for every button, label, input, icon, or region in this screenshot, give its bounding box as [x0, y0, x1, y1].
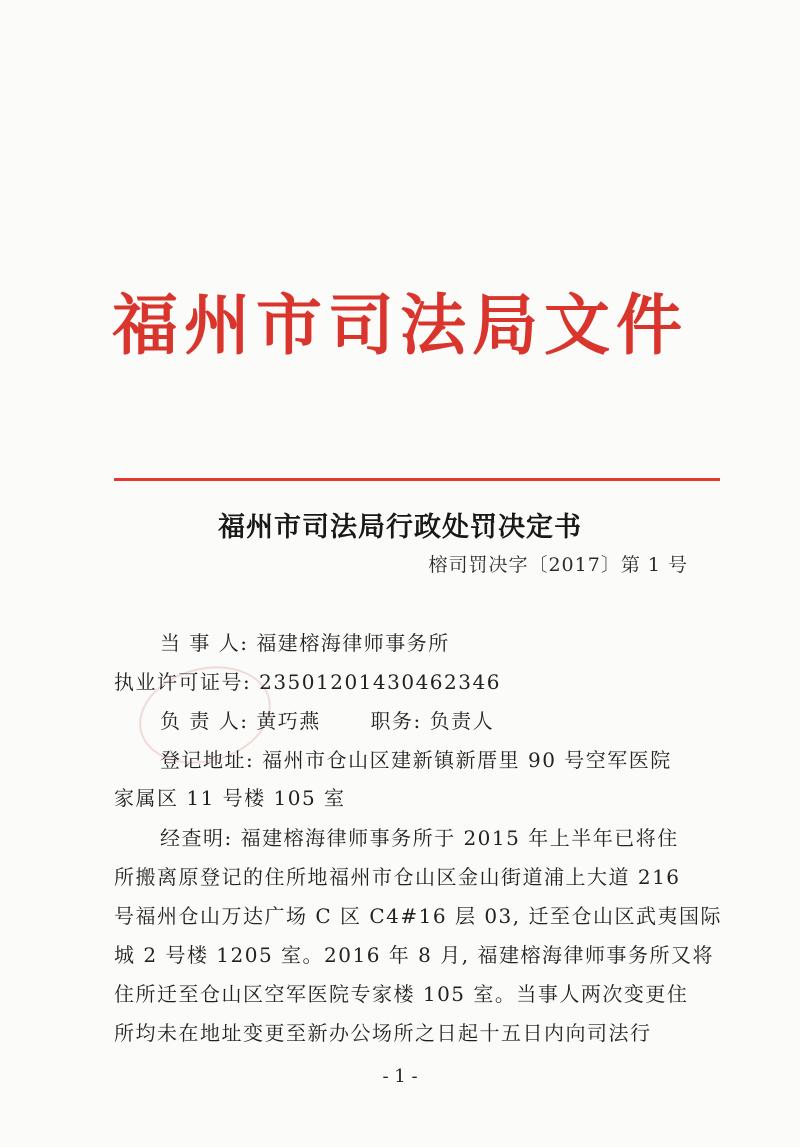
- party-line: [160, 627, 720, 656]
- person-line: [160, 705, 720, 734]
- address-line: [160, 744, 720, 773]
- position-value: 负责人: [429, 709, 495, 733]
- address-label: 登记地址:: [160, 748, 255, 772]
- body-line: 号福州仓山万达广场 C 区 C4#16 层 03, 迁至仓山区武夷国际: [114, 904, 722, 928]
- license-label: 执业许可证号:: [114, 670, 252, 694]
- red-divider: [114, 478, 720, 481]
- body-line: 住所迁至仓山区空军医院专家楼 105 室。当事人两次变更住: [114, 982, 689, 1006]
- address-continuation: 家属区 11 号楼 105 室: [114, 786, 346, 810]
- party-value: 福建榕海律师事务所: [256, 631, 450, 655]
- header-title: 福州市司法局文件: [112, 286, 688, 364]
- person-value: 黄巧燕: [256, 709, 321, 733]
- page-number: - 1 -: [382, 1066, 418, 1087]
- position-label: 职务:: [370, 709, 422, 733]
- license-value: 23501201430462346: [259, 670, 501, 694]
- body-line: 所搬离原登记的住所地福州市仓山区金山街道浦上大道 216: [114, 865, 681, 889]
- document-number: 榕司罚决字〔2017〕第 1 号: [428, 554, 688, 576]
- body-line: 经查明: 福建榕海律师事务所于 2015 年上半年已将住: [160, 826, 679, 850]
- body-line: 城 2 号楼 1205 室。2016 年 8 月, 福建榕海律师事务所又将: [114, 943, 714, 967]
- party-label: 当 事 人:: [160, 631, 249, 655]
- address-value-line1: 福州市仓山区建新镇新厝里 90 号空军医院: [262, 748, 672, 772]
- person-label: 负 责 人:: [160, 709, 249, 733]
- document-title: 福州市司法局行政处罚决定书: [218, 512, 582, 543]
- body-line: 所均未在地址变更至新办公场所之日起十五日内向司法行: [114, 1021, 652, 1045]
- license-line: [114, 666, 714, 695]
